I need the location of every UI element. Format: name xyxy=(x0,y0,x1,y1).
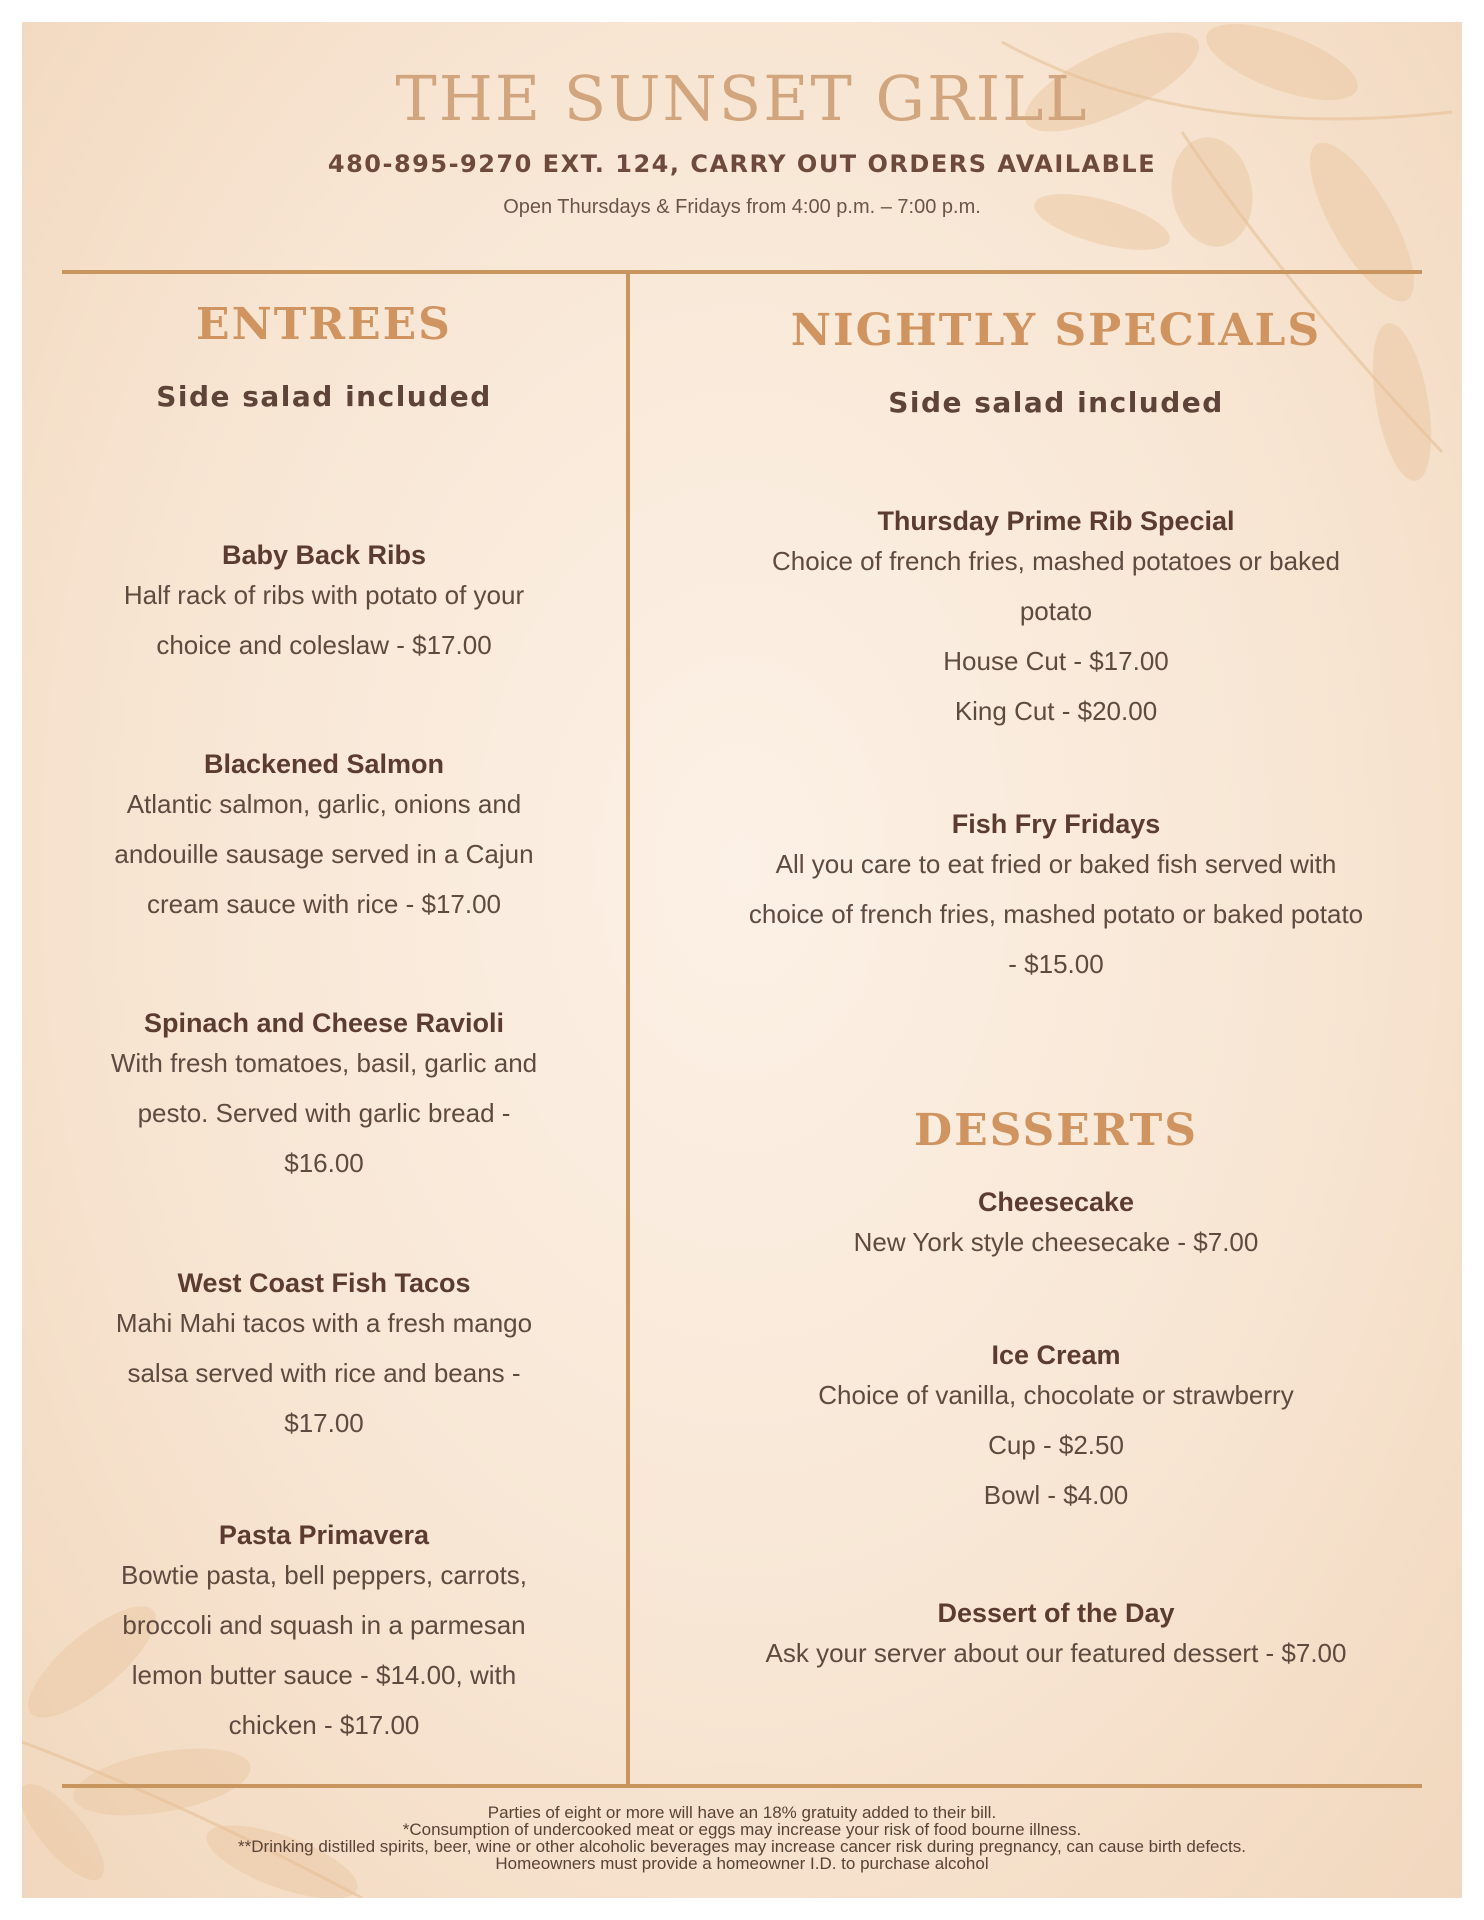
menu-item-desc: With fresh tomatoes, basil, garlic and pesto. Served with garlic bread - $16.00 xyxy=(110,1048,538,1178)
footer-notes xyxy=(22,1804,1462,1872)
phone-line: 480-895-9270 EXT. 124, CARRY OUT ORDERS AVAILABLE xyxy=(327,150,1157,178)
bottom-divider xyxy=(62,1784,1422,1788)
menu-item-name: Baby Back Ribs xyxy=(221,540,427,570)
special-item-name: Fish Fry Fridays xyxy=(951,809,1161,839)
dessert-item-desc: Choice of vanilla, chocolate or strawberry Cup - $2.50 Bowl - $4.00 xyxy=(818,1380,1294,1510)
footer-line: Homeowners must provide a homeowner I.D. to purchase alcohol xyxy=(495,1854,989,1873)
menu-page xyxy=(22,22,1462,1898)
footer-line: Parties of eight or more will have an 18% gratuity added to their bill. xyxy=(487,1803,997,1822)
dessert-item-name: Cheesecake xyxy=(977,1187,1135,1217)
restaurant-title: THE SUNSET GRILL xyxy=(395,62,1089,135)
special-item-name: Thursday Prime Rib Special xyxy=(877,506,1235,536)
menu-item-name: Spinach and Cheese Ravioli xyxy=(143,1008,505,1038)
dessert-item-name: Dessert of the Day xyxy=(937,1598,1175,1628)
menu-item-desc: Mahi Mahi tacos with a fresh mango salsa served with rice and beans - $17.00 xyxy=(115,1308,533,1438)
menu-item-desc: Bowtie pasta, bell peppers, carrots, broccoli and squash in a parmesan lemon butter sauce - $14.00, with chicken - $17.00 xyxy=(120,1560,528,1740)
column-divider xyxy=(626,272,630,1786)
dessert-item-desc: Ask your server about our featured dessert - $7.00 xyxy=(765,1638,1347,1668)
menu-item-desc: Atlantic salmon, garlic, onions and andouille sausage served in a Cajun cream sauce with rice - $17.00 xyxy=(114,789,534,919)
special-item-desc: Choice of french fries, mashed potatoes or baked potato House Cut - $17.00 King Cut - $20.00 xyxy=(772,546,1340,726)
footer-line: *Consumption of undercooked meat or eggs may increase your risk of food bourne illness. xyxy=(402,1820,1082,1839)
specials-heading: NIGHTLY SPECIALS xyxy=(790,305,1322,356)
hours-line: Open Thursdays & Fridays from 4:00 p.m. – 7:00 p.m. xyxy=(503,196,981,218)
entrees-heading: ENTREES xyxy=(196,299,452,350)
dessert-item-name: Ice Cream xyxy=(991,1340,1121,1370)
menu-item-desc: Half rack of ribs with potato of your choice and coleslaw - $17.00 xyxy=(123,580,525,660)
entrees-subtitle: Side salad included xyxy=(156,380,492,413)
special-item-desc: All you care to eat fried or baked fish served with choice of french fries, mashed potato or baked potato - $15.00 xyxy=(748,849,1364,979)
menu-item-name: Blackened Salmon xyxy=(203,749,445,779)
desserts-heading: DESSERTS xyxy=(913,1105,1199,1156)
menu-item-name: Pasta Primavera xyxy=(218,1520,430,1550)
top-divider xyxy=(62,270,1422,274)
menu-item-name: West Coast Fish Tacos xyxy=(177,1268,471,1298)
dessert-item-desc: New York style cheesecake - $7.00 xyxy=(853,1227,1259,1257)
specials-subtitle: Side salad included xyxy=(888,386,1224,419)
footer-line: **Drinking distilled spirits, beer, wine or other alcoholic beverages may increase cancer risk during pregnancy, can cause birth defects. xyxy=(238,1837,1246,1856)
